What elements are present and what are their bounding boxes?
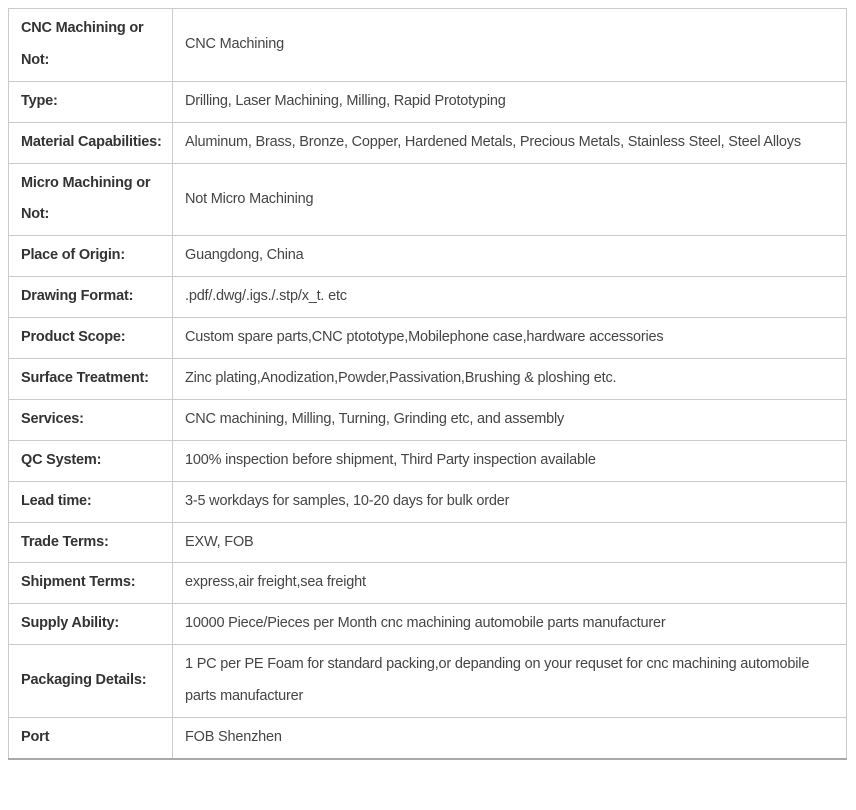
spec-label: Supply Ability: [9,604,173,645]
table-row [9,645,847,718]
spec-label: Product Scope: [9,318,173,359]
spec-value: Guangdong, China [173,236,847,277]
table-row [9,359,847,400]
table-row [9,522,847,563]
spec-value: express,air freight,sea freight [173,563,847,604]
product-spec-container [8,8,848,760]
table-row [9,440,847,481]
table-row [9,399,847,440]
table-row [9,277,847,318]
spec-label: Trade Terms: [9,522,173,563]
spec-label: Micro Machining or Not: [9,163,173,236]
table-row [9,481,847,522]
spec-label: Place of Origin: [9,236,173,277]
spec-label: Packaging Details: [9,645,173,718]
spec-value: Not Micro Machining [173,163,847,236]
spec-label: Drawing Format: [9,277,173,318]
table-row [9,604,847,645]
table-row [9,163,847,236]
product-spec-table [8,8,847,760]
spec-label: QC System: [9,440,173,481]
spec-label: Lead time: [9,481,173,522]
spec-label: Type: [9,81,173,122]
table-row [9,718,847,759]
spec-value: 10000 Piece/Pieces per Month cnc machining automobile parts manufacturer [173,604,847,645]
spec-value: FOB Shenzhen [173,718,847,759]
spec-value: .pdf/.dwg/.igs./.stp/x_t. etc [173,277,847,318]
table-row [9,563,847,604]
table-row [9,236,847,277]
spec-value: Drilling, Laser Machining, Milling, Rapid Prototyping [173,81,847,122]
product-spec-body [9,9,847,759]
spec-value: EXW, FOB [173,522,847,563]
spec-value: 1 PC per PE Foam for standard packing,or depanding on your requset for cnc machining automobile parts manufacturer [173,645,847,718]
table-row [9,9,847,82]
spec-label: Port [9,718,173,759]
spec-label: Shipment Terms: [9,563,173,604]
spec-label: Material Capabilities: [9,122,173,163]
spec-value: CNC Machining [173,9,847,82]
spec-value: CNC machining, Milling, Turning, Grinding etc, and assembly [173,399,847,440]
spec-value: 100% inspection before shipment, Third Party inspection available [173,440,847,481]
spec-value: 3-5 workdays for samples, 10-20 days for bulk order [173,481,847,522]
spec-value: Zinc plating,Anodization,Powder,Passivation,Brushing & ploshing etc. [173,359,847,400]
spec-label: CNC Machining or Not: [9,9,173,82]
spec-value: Custom spare parts,CNC ptototype,Mobilephone case,hardware accessories [173,318,847,359]
table-row [9,122,847,163]
spec-label: Surface Treatment: [9,359,173,400]
table-row [9,318,847,359]
spec-value: Aluminum, Brass, Bronze, Copper, Hardened Metals, Precious Metals, Stainless Steel, Steel Alloys [173,122,847,163]
spec-label: Services: [9,399,173,440]
table-row [9,81,847,122]
